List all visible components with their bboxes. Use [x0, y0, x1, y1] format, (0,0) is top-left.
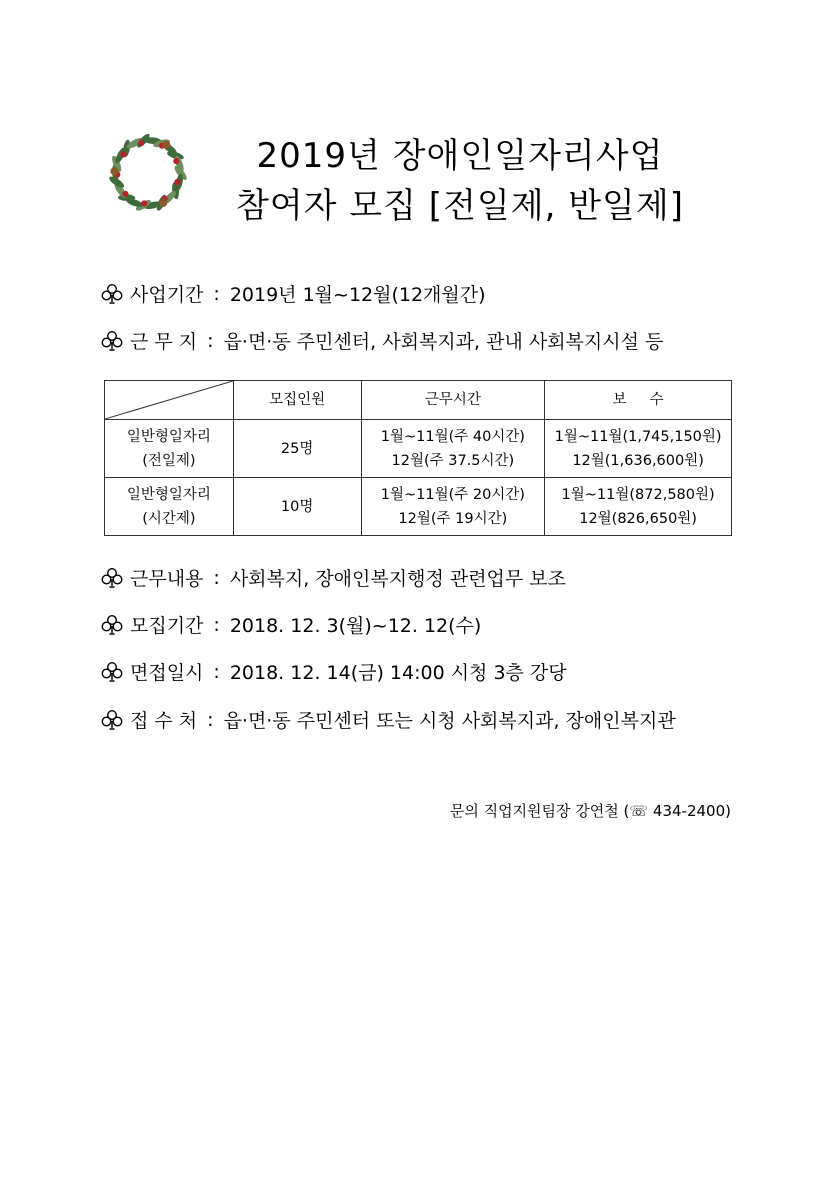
pay-line: 1월~11월(872,580원) — [561, 486, 715, 503]
info-separator: : — [207, 329, 214, 352]
title-line-1: 2019년 장애인일자리사업 — [256, 136, 664, 176]
info-label: 근무내용 — [130, 568, 204, 590]
info-label: 사업기간 — [130, 284, 204, 306]
info-separator: : — [213, 282, 220, 305]
info-reception — [100, 706, 740, 733]
info-label: 면접일시 — [130, 662, 204, 684]
info-value: 읍·면·동 주민센터, 사회복지과, 관내 사회복지시설 등 — [223, 331, 664, 353]
table-cell-pay — [545, 420, 732, 478]
club-bullet-icon — [100, 330, 124, 352]
type-line: 일반형일자리 — [126, 428, 211, 445]
hours-line: 1월~11월(주 20시간) — [380, 486, 525, 503]
table-header-count: 모집인원 — [233, 381, 361, 420]
table-cell-count: 25명 — [233, 420, 361, 478]
table-cell-hours — [361, 478, 545, 536]
info-duties — [100, 564, 740, 591]
table-cell-type — [105, 478, 234, 536]
info-interview — [100, 658, 740, 685]
info-value: 2018. 12. 14(금) 14:00 시청 3층 강당 — [229, 662, 567, 684]
club-bullet-icon — [100, 614, 124, 636]
hours-line: 12월(주 37.5시간) — [391, 452, 515, 469]
info-workplace — [100, 327, 740, 354]
info-label: 모집기간 — [130, 615, 204, 637]
table-cell-count: 10명 — [233, 478, 361, 536]
table-cell-hours — [361, 420, 545, 478]
title-line-2: 참여자 모집 [전일제, 반일제] — [235, 186, 685, 226]
club-bullet-icon — [100, 567, 124, 589]
table-corner-cell — [105, 381, 234, 420]
table-cell-pay — [545, 478, 732, 536]
info-label: 접 수 처 — [130, 710, 198, 732]
info-label: 근 무 지 — [130, 331, 198, 353]
pay-line: 12월(826,650원) — [579, 510, 697, 527]
table-header-row — [105, 381, 732, 420]
hours-line: 1월~11월(주 40시간) — [380, 428, 525, 445]
table-header-pay: 보 수 — [545, 381, 732, 420]
info-value: 2018. 12. 3(월)~12. 12(수) — [229, 615, 482, 637]
table-header-hours: 근무시간 — [361, 381, 545, 420]
pay-line: 12월(1,636,600원) — [572, 452, 704, 469]
club-bullet-icon — [100, 661, 124, 683]
type-line: (시간제) — [142, 510, 196, 527]
info-separator: : — [213, 613, 220, 636]
info-value: 2019년 1월~12월(12개월간) — [229, 284, 486, 306]
club-bullet-icon — [100, 283, 124, 305]
hours-line: 12월(주 19시간) — [398, 510, 508, 527]
wreath-icon — [100, 125, 196, 221]
pay-line: 1월~11월(1,745,150원) — [554, 428, 722, 445]
info-separator: : — [207, 708, 214, 731]
table-row — [105, 420, 732, 478]
type-line: 일반형일자리 — [126, 486, 211, 503]
info-separator: : — [213, 660, 220, 683]
table-cell-type — [105, 420, 234, 478]
table-row — [105, 478, 732, 536]
type-line: (전일제) — [142, 452, 196, 469]
info-separator: : — [213, 566, 220, 589]
recruitment-table — [104, 380, 732, 536]
info-value: 읍·면·동 주민센터 또는 시청 사회복지과, 장애인복지관 — [223, 710, 676, 732]
info-value: 사회복지, 장애인복지행정 관련업무 보조 — [229, 568, 567, 590]
club-bullet-icon — [100, 709, 124, 731]
contact-info: 문의 직업지원팀장 강연철 (☏ 434-2400) — [449, 802, 731, 820]
info-period — [100, 280, 740, 307]
info-recruit-period — [100, 611, 740, 638]
